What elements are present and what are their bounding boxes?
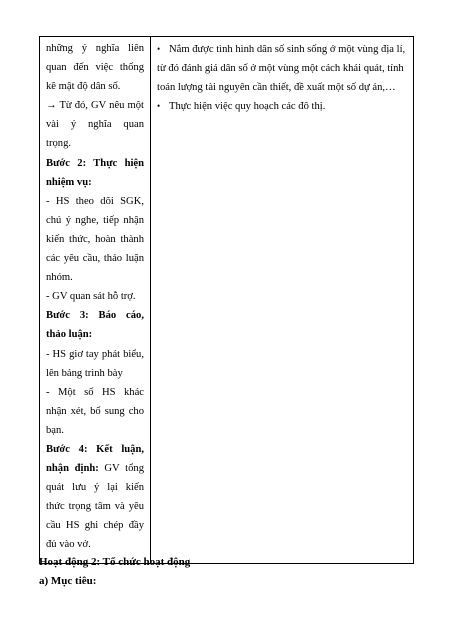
text-line: nhóm.	[46, 272, 73, 284]
text-line: bạn.	[46, 424, 64, 436]
text-line: kê mật độ dân số.	[46, 81, 121, 93]
step-3-title: Bước 3: Báo cáo,	[46, 310, 144, 322]
text-line: quan đến việc thống	[46, 62, 144, 74]
activity-heading: Hoạt động 2: Tổ chức hoạt động	[39, 556, 191, 568]
text-line: những ý nghĩa liên	[46, 43, 144, 54]
step-3-title-cont: thảo luận:	[46, 329, 93, 341]
lesson-table	[39, 36, 414, 564]
text-line: quát lưu ý lại kiến	[46, 482, 144, 494]
text-line: chú ý nghe, tiếp nhận	[46, 214, 144, 226]
text-line: nhận xét, bổ sung cho	[46, 405, 144, 417]
text-line: cầu HS ghi chép đầy	[46, 520, 144, 532]
objective-subheading: a) Mục tiêu:	[39, 575, 97, 587]
table-row	[40, 37, 414, 564]
text-line: kiến thức, hoàn thành	[46, 233, 144, 245]
bullet-icon: •	[157, 44, 161, 54]
bullet-icon: •	[157, 101, 161, 112]
list-item: • Nắm được tình hình dân số sinh sống ở một vùng địa lí,	[157, 40, 407, 59]
list-item: • Thực hiện việc quy hoạch các đô thị.	[157, 97, 407, 116]
step-4-title-cont: nhận định: GV tổng	[46, 463, 144, 475]
text-line: các yêu cầu, thảo luận	[46, 253, 144, 265]
outcome-list	[157, 40, 407, 116]
step-2-title-cont: nhiệm vụ:	[46, 176, 92, 188]
text-line: - GV quan sát hỗ trợ.	[46, 291, 136, 303]
list-item-continuation: từ đó đánh giá dân số ở một vùng một cách khái quát, tính	[157, 63, 404, 75]
list-item-continuation: toán lượng tài nguyên cần thiết, đề xuất một số dự án,…	[157, 82, 396, 94]
section-heading-block	[39, 553, 419, 591]
step-2-title: Bước 2: Thực hiện	[46, 157, 144, 169]
text-line: - Một số HS khác	[46, 386, 144, 398]
text-line: vài ý nghĩa quan	[46, 119, 144, 131]
step-4-title: Bước 4: Kết luận,	[46, 443, 144, 455]
expected-outcomes-cell	[151, 37, 414, 564]
teacher-student-activities-cell	[40, 37, 151, 564]
text-line: trọng.	[46, 138, 72, 150]
text-line: đủ vào vở.	[46, 539, 91, 551]
text-line: - HS giơ tay phát biểu,	[46, 348, 144, 360]
text-line: → Từ đó, GV nêu một	[46, 100, 144, 112]
text-line: thức trọng tâm và yêu	[46, 501, 144, 513]
text-line: - HS theo dõi SGK,	[46, 195, 144, 207]
text-line: lên bảng trình bày	[46, 367, 123, 379]
